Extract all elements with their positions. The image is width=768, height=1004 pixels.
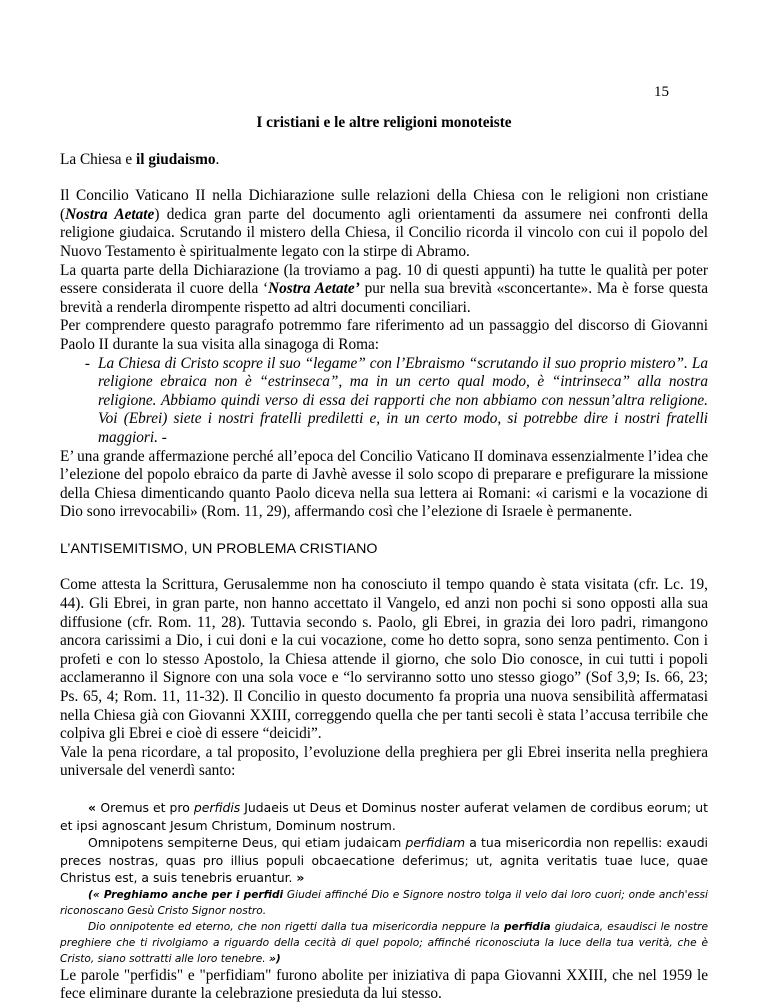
section-heading: L’ANTISEMITISMO, UN PROBLEMA CRISTIANO [60, 540, 378, 557]
page-title: I cristiani e le altre religioni monoteiste [256, 114, 512, 131]
quote-text: La Chiesa di Cristo scopre il suo “legame” con l’Ebraismo “scrutando il suo proprio mistero”. La religione ebraica non è “estrinseca”, ma in un certo qual modo, è “intrinseca” alla nostra religione. Abbiamo quindi verso di essa dei rapporti che non abbiamo con nessun’altra religione. Voi (Ebrei) siete i nostri fratelli prediletti e, in un certo modo, si potrebbe dire i nostri fratelli maggiori. - [98, 354, 708, 446]
translation-2: Dio onnipotente ed eterno, che non rigetti dalla tua misericordia neppure la perfidia giudaica, esaudisci le nostre preghiere che ti rivolgiamo a riguardo della cecità di quel popolo; affinché riconosciuta la luce della tua verità, che è Cristo, siano sottratti alle loro tenebre. ») [60, 920, 708, 965]
paragraph-1: Il Concilio Vaticano II nella Dichiarazione sulle relazioni della Chiesa con le religioni non cristiane (Nostra Aetate) dedica gran parte del documento agli orientamenti da assumere nei confronti della religione giudaica. Scrutando il mistero della Chiesa, il Concilio ricorda il vincolo con cui il popolo del Nuovo Testamento è spiritualmente legato con la stirpe di Abramo. [60, 187, 708, 260]
quote-block [60, 355, 708, 448]
latin-prayer-2: Omnipotens sempiterne Deus, qui etiam judaicam perfidiam a tua misericordia non repellis: exaudi preces nostras, quas pro illius populi obcaecatione deferimus; ut, agnita veritatis tuae luce, quae Christus est, a suis tenebris eruantur. » [60, 835, 709, 885]
paragraph-5: Come attesta la Scrittura, Gerusalemme non ha conosciuto il tempo quando è stata visitata (cfr. Lc. 19, 44). Gli Ebrei, in gran parte, non hanno accettato il Vangelo, ed anzi non pochi si sono opposti alla sua diffusione (cfr. Rom. 11, 28). Tuttavia secondo s. Paolo, gli Ebrei, in grazia dei loro padri, rimangono ancora carissimi a Dio, i cui doni e la cui vocazione, come ho detto sopra, sono senza pentimento. Con i profeti e con lo stesso Apostolo, la Chiesa attende il giorno, che solo Dio conosce, in cui tutti i popoli acclameranno il Signore con una sola voce e “lo serviranno sotto uno stesso giogo” (Sof 3,9; Is. 66, 23; Ps. 65, 4; Rom. 11, 11-32). Il Concilio in questo documento fa propria una nuova sensibilità affermatasi nella Chiesa già con Giovanni XXIII, correggendo quella che per tanti secoli è stata l’accusa terribile che colpiva gli Ebrei e cioè di essere “deicidi”. [60, 576, 708, 743]
translation-1: (« Preghiamo anche per i perfidi Giudei affinché Dio e Signore nostro tolga il velo dai loro cuori; onde anch'essi riconoscano Gesù Cristo Signor nostro. [60, 888, 708, 917]
subheading: La Chiesa e il giudaismo. [60, 150, 220, 168]
paragraph-2: La quarta parte della Dichiarazione (la troviamo a pag. 10 di questi appunti) ha tutte le qualità per poter essere considerata il cuore della ‘Nostra Aetate’ pur nella sua brevità «sconcertante». Ma è forse questa brevità a renderla dirompente rispetto ad altri documenti conciliari. [60, 261, 708, 316]
paragraph-6: Vale la pena ricordare, a tal proposito, l’evoluzione della preghiera per gli Ebrei inserita nella preghiera universale del venerdì santo: [60, 743, 708, 780]
quote-dash: - [84, 354, 90, 372]
paragraph-3: Per comprendere questo paragrafo potremmo fare riferimento ad un passaggio del discorso di Giovanni Paolo II durante la sua visita alla sinagoga di Roma: [60, 317, 708, 353]
latin-prayer-1: « Oremus et pro perfidis Judaeis ut Deus et Dominus noster auferat velamen de cordibus eorum; ut et ipsi agnoscant Jesum Christum, Dominum nostrum. [60, 800, 708, 833]
page-number: 15 [654, 84, 669, 100]
document-page [60, 80, 708, 1004]
paragraph-7: Le parole "perfidis" e "perfidiam" furono abolite per iniziativa di papa Giovanni XXIII, che nel 1959 le fece eliminare durante la celebrazione presieduta da lui stesso. [60, 966, 708, 1003]
paragraph-4: E’ una grande affermazione perché all’epoca del Concilio Vaticano II dominava essenzialmente l’idea che l’elezione del popolo ebraico da parte di Javhè avesse il solo scopo di preparare e prefigurare la missione della Chiesa dimenticando quanto Paolo diceva nella sua lettera ai Romani: «i carismi e la vocazione di Dio sono irrevocabili» (Rom. 11, 29), affermando così che l’elezione di Israele è permanente. [60, 447, 708, 521]
